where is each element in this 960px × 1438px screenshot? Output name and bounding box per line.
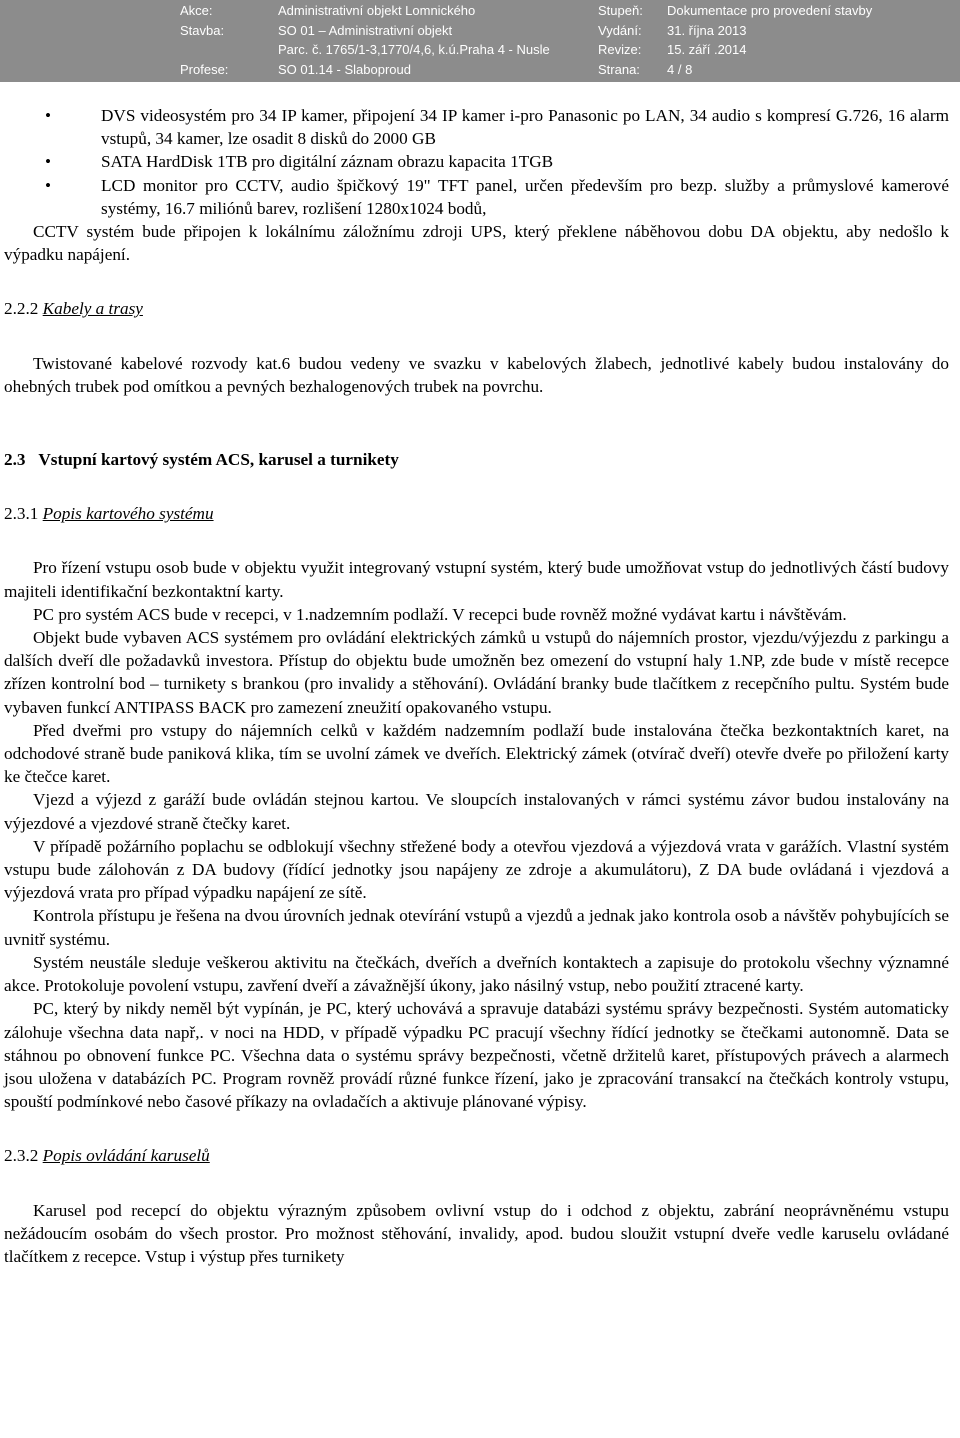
paragraph: Kontrola přístupu je řešena na dvou úrovních jednak otevírání vstupů a vjezdů a jednak jako kontrola osob a návštěv pohybujících se uvnitř systému. [4, 906, 949, 949]
paragraph: PC, který by nikdy neměl být vypínán, je PC, který uchovává a spravuje databázi systému správy bezpečnosti. Systém automaticky zálohuje všechna data např,. v noci na HDD, v případě výpadku PC pracují všechny řídící jednotky se čtečkami autonomně. Data se stáhnou po obnovení funkce PC. Všechna data o systému správy bezpečnosti, včetně držitelů karet, přístupových právech a alarmech jsou uložena v databázích PC. Program rovněž provádí různé funkce řízení, jako je zpracování transakcí na čtečkách kontroly vstupu, spouští podmínkové nebo časové příkazy na ovladačích a aktivuje plánované výpisy. [4, 999, 949, 1112]
document-body [4, 104, 949, 1268]
vydani-label: Vydání: [598, 23, 642, 38]
list-item: • LCD monitor pro CCTV, audio špičkový 19" TFT panel, určen především pro bezp. služby a průmyslové kamerové systémy, 16.7 miliónů barev, rozlišení 1280x1024 bodů, [75, 174, 949, 220]
profese-value: SO 01.14 - Slaboproud [278, 62, 411, 77]
section-number: 2.3.2 [4, 1146, 39, 1166]
section-heading-2-3-1 [4, 502, 949, 525]
section-number: 2.3 [4, 450, 26, 470]
strana-value: 4 / 8 [667, 62, 693, 77]
strana-label: Strana: [598, 62, 640, 77]
stupen-value: Dokumentace pro provedení stavby [667, 3, 873, 18]
section-title: Kabely a trasy [42, 299, 143, 319]
paragraph: V případě požárního poplachu se odblokují všechny střežené body a otevřou vjezdová a výjezdová vrata v garážích. Vlastní systém vstupu bude zálohován z DA budovy (řídící jednotky jsou napájeny ze zdroje a akumulátoru), Z DA bude ovládaná i vjezdová a výjezdová vrata pro případ výpadku napájení ze sítě. [4, 836, 949, 903]
section-title: Popis kartového systému [42, 504, 214, 524]
section-number: 2.2.2 [4, 299, 39, 319]
list-item: • SATA HardDisk 1TB pro digitální záznam obrazu kapacita 1TGB [75, 150, 949, 173]
paragraph-karusel: Karusel pod recepcí do objektu výrazným způsobem ovlivní vstup do i odchod z objektu, zabrání neoprávněnému vstupu nežádoucím osobám do všech prostor. Pro možnost stěhování, invalidy, apod. budou sloužit vstupní dveře vedle karuselu ovládané tlačítkem z recepce. Vstup i výstup přes turnikety [4, 1200, 949, 1266]
akce-label: Akce: [180, 3, 213, 18]
header-row-akce [0, 1, 960, 20]
parc-value: Parc. č. 1765/1-3,1770/4,6, k.ú.Praha 4 - Nusle [278, 42, 550, 57]
section-heading-2-3 [4, 448, 949, 471]
header-row-parc [0, 40, 960, 59]
paragraph-cctv-ups: CCTV systém bude připojen k lokálnímu záložnímu zdroji UPS, který překlene náběhovou dobu DA objektu, aby nedošlo k výpadku napájení. [4, 222, 949, 265]
document-header [0, 0, 960, 82]
profese-label: Profese: [180, 62, 229, 77]
section-title: Popis ovládání karuselů [42, 1146, 210, 1166]
revize-label: Revize: [598, 42, 642, 57]
header-row-profese [0, 60, 960, 79]
header-row-stavba [0, 21, 960, 40]
vydani-value: 31. října 2013 [667, 23, 747, 38]
section-title: Vstupní kartový systém ACS, karusel a turnikety [38, 450, 399, 470]
list-item: • DVS videosystém pro 34 IP kamer, připojení 34 IP kamer i-pro Panasonic po LAN, 34 audio s kompresí G.726, 16 alarm vstupů, 34 kamer, lze osadit 8 disků do 2000 GB [75, 104, 949, 150]
acs-description [4, 556, 949, 1113]
paragraph: Pro řízení vstupu osob bude v objektu využit integrovaný vstupní systém, který bude umožňovat vstup do jednotlivých částí budovy majiteli identifikační bezkontaktní karty. [4, 558, 949, 601]
paragraph-twisted-cables: Twistované kabelové rozvody kat.6 budou vedeny ve svazku v kabelových žlabech, jednotlivé kabely budou instalovány do ohebných trubek pod omítkou a pevných bezhalogenových trubek na povrchu. [4, 353, 949, 396]
paragraph: Před dveřmi pro vstupy do nájemních celků v každém nadzemním podlaží bude instalována čtečka bezkontaktních karet, na odchodové straně bude paniková klika, tím se uvolní zámek ve dveřích. Elektrický zámek (otvírač dveří) otevře dveře po přiložení karty ke čtečce karet. [4, 720, 949, 787]
equipment-list [4, 104, 949, 220]
revize-value: 15. září .2014 [667, 42, 747, 57]
section-heading-2-3-2 [4, 1144, 949, 1167]
paragraph: PC pro systém ACS bude v recepci, v 1.nadzemním podlaží. V recepci bude rovněž možné vydávat kartu i návštěvám. [33, 604, 847, 624]
section-heading-2-2-2 [4, 297, 949, 320]
paragraph: Vjezd a výjezd z garáží bude ovládán stejnou kartou. Ve sloupcích instalovaných v rámci systému závor budou instalovány na výjezdové a vjezdové straně čtečky karet. [4, 790, 949, 833]
stupen-label: Stupeň: [598, 3, 643, 18]
paragraph: Systém neustále sleduje veškerou aktivitu na čtečkách, dveřích a dveřních kontaktech a zapisuje do protokolu všechny významné akce. Protokoluje povolení vstupu, zavření dveří a závažnější úkony, jako násilný vstup, nebo použití ztracené karty. [4, 952, 949, 996]
stavba-value: SO 01 – Administrativní objekt [278, 23, 453, 38]
paragraph: Objekt bude vybaven ACS systémem pro ovládání elektrických zámků u vstupů do nájemních prostor, vjezdu/výjezdu z parkingu a dalších dveří dle požadavků investora. Přístup do objektu bude umožněn bez omezení do vstupní haly 1.NP, zde bude v místě recepce zřízen kontrolní bod – turnikety s brankou (pro invalidy a stěhování). Ovládání branky bude tlačítkem z recepčního pultu. Systém bude vybaven funkcí ANTIPASS BACK pro zamezení zneužití opakovaného vstupu. [4, 628, 949, 717]
stavba-label: Stavba: [180, 23, 225, 38]
akce-value: Administrativní objekt Lomnického [278, 3, 476, 18]
section-number: 2.3.1 [4, 504, 39, 524]
